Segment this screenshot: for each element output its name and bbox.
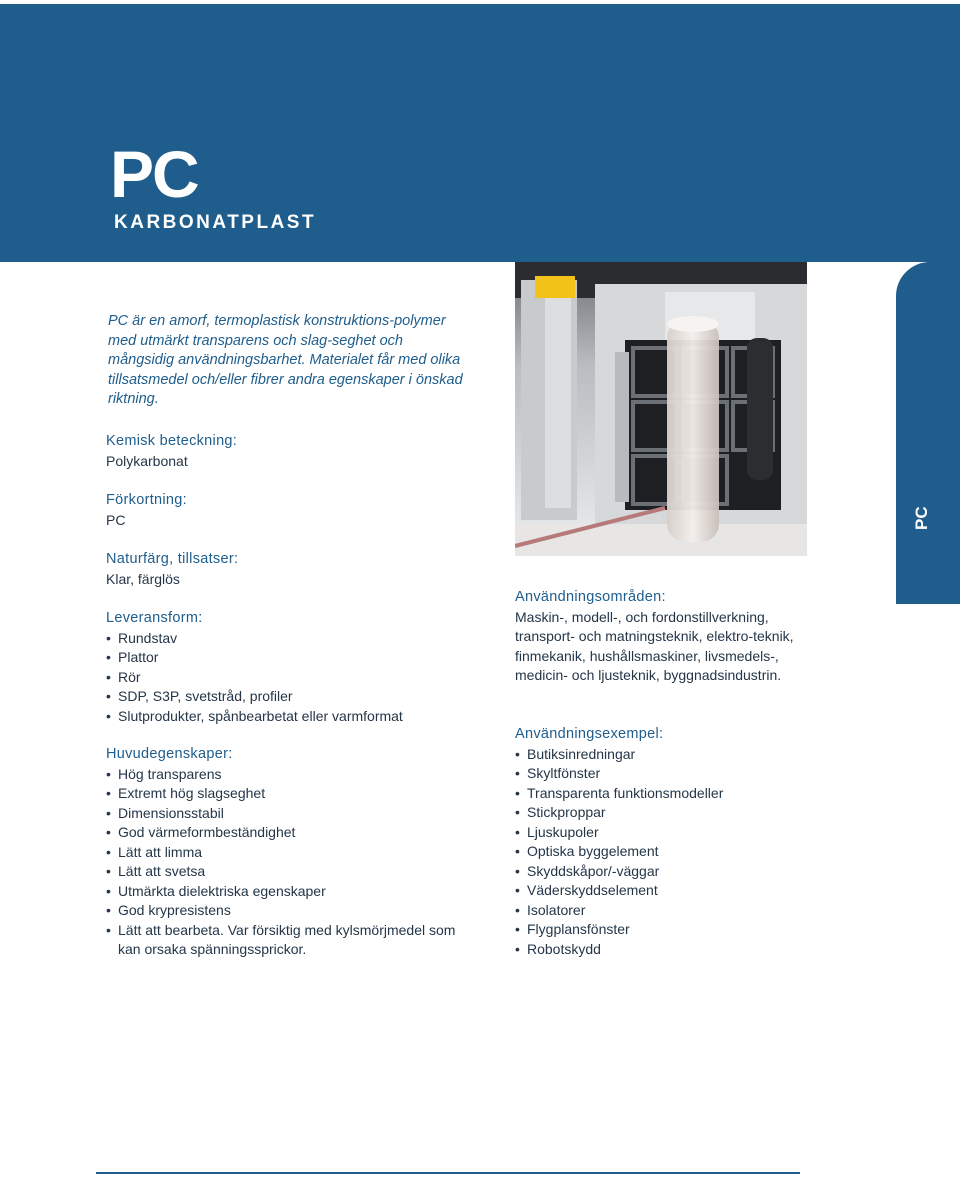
- footer-rule: [96, 1172, 800, 1174]
- product-photo: [515, 262, 807, 556]
- list-item: • Skyltfönster: [515, 764, 815, 784]
- anvandningsexempel-list: [515, 745, 815, 960]
- anvandningsomraden-text: Maskin-, modell-, och fordonstillverkning, transport- och matningsteknik, elektro-teknik, finmekanik, hushållsmaskiner, livsmedels-, medicin- och ljusteknik, byggnadsindustrin.: [515, 608, 794, 683]
- list-item: • Dimensionsstabil: [106, 804, 476, 824]
- kemisk-heading: Kemisk beteckning:: [106, 433, 238, 449]
- list-item: • Utmärkta dielektriska egenskaper: [106, 882, 476, 902]
- list-item: • Slutprodukter, spånbearbetat eller varmformat: [106, 707, 486, 727]
- list-item: • Butiksinredningar: [515, 745, 815, 765]
- anvandningsexempel-heading: Användningsexempel:: [515, 726, 664, 742]
- section-huvudegenskaper: [106, 745, 476, 960]
- section-kemisk: [106, 432, 466, 471]
- side-tab-label: PC: [912, 506, 931, 530]
- list-item: • Skyddskåpor/-väggar: [515, 862, 815, 882]
- list-item: • Isolatorer: [515, 901, 815, 921]
- list-item: • God värmeformbeständighet: [106, 823, 476, 843]
- list-item: • Flygplansfönster: [515, 920, 815, 940]
- list-item: • Rör: [106, 668, 486, 688]
- side-tab: [896, 262, 960, 604]
- list-item: • Ljuskupoler: [515, 823, 815, 843]
- list-item: • SDP, S3P, svetstråd, profiler: [106, 687, 486, 707]
- list-item: • Robotskydd: [515, 940, 815, 960]
- list-item: • Plattor: [106, 648, 486, 668]
- huvudegenskaper-heading: Huvudegenskaper:: [106, 746, 233, 762]
- section-anvandningsexempel: [515, 725, 815, 959]
- product-photo-image: [515, 262, 807, 556]
- section-anvandningsomraden: [515, 588, 815, 686]
- list-item: • Stickproppar: [515, 803, 815, 823]
- list-item: • Hög transparens: [106, 765, 476, 785]
- list-item: • Rundstav: [106, 629, 486, 649]
- list-item: • Lätt att limma: [106, 843, 476, 863]
- naturfarg-value: Klar, färglös: [106, 570, 180, 587]
- section-naturfarg: [106, 550, 466, 589]
- leveransform-list: [106, 629, 486, 727]
- list-item: • God krypresistens: [106, 901, 476, 921]
- list-item: • Optiska byggelement: [515, 842, 815, 862]
- list-item: • Transparenta funktionsmodeller: [515, 784, 815, 804]
- page-subtitle: KARBONATPLAST: [114, 212, 317, 233]
- section-forkortning: [106, 491, 466, 530]
- section-leveransform: [106, 609, 486, 726]
- intro-text: PC är en amorf, termoplastisk konstruktions-polymer med utmärkt transparens och slag-seghet och mångsidig användningsbarhet. Materialet får med olika tillsatsmedel och/eller fibrer andra egenskaper i önskad riktning.: [108, 313, 463, 407]
- forkortning-heading: Förkortning:: [106, 492, 187, 508]
- page-title: PC: [110, 137, 198, 211]
- huvudegenskaper-list: [106, 765, 476, 960]
- anvandningsomraden-heading: Användningsområden:: [515, 589, 666, 605]
- list-item: • Lätt att svetsa: [106, 862, 476, 882]
- list-item: • Väderskyddselement: [515, 881, 815, 901]
- list-item: • Extremt hög slagseghet: [106, 784, 476, 804]
- leveransform-heading: Leveransform:: [106, 610, 203, 626]
- kemisk-value: Polykarbonat: [106, 452, 188, 469]
- naturfarg-heading: Naturfärg, tillsatser:: [106, 551, 239, 567]
- forkortning-value: PC: [106, 511, 126, 528]
- list-item: • Lätt att bearbeta. Var försiktig med kylsmörjmedel som kan orsaka spänningssprickor.: [106, 921, 476, 960]
